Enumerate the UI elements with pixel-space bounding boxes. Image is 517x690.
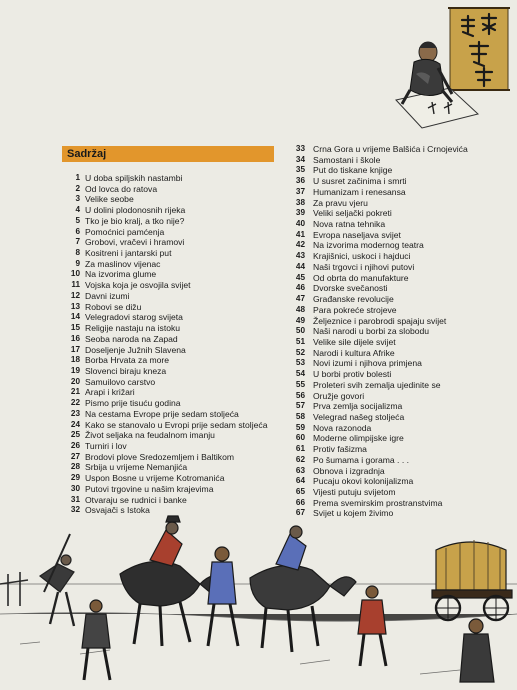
contents-heading-bar [62, 146, 274, 162]
toc-entry-title: Davni izumi [85, 290, 130, 301]
toc-entry [64, 377, 282, 388]
toc-entry-title: U susret začinima i smrti [313, 176, 407, 187]
toc-entry-title: Obnova i izgradnja [313, 465, 385, 476]
toc-entry-title: Velegrad našeg stoljeća [313, 411, 405, 422]
toc-entry-title: Religije nastaju na istoku [85, 323, 181, 334]
toc-entry-title: Brodovi plove Sredozemljem i Baltikom [85, 451, 235, 462]
toc-entry [64, 269, 282, 280]
toc-entry [64, 484, 282, 495]
toc-entry-title: Humanizam i renesansa [313, 186, 406, 197]
toc-entry-number: 42 [295, 240, 305, 250]
toc-entry-number: 1 [75, 173, 80, 182]
toc-entry [290, 273, 515, 284]
toc-entry [64, 302, 282, 313]
toc-entry-title: Put do tiskane knjige [313, 165, 393, 176]
toc-entry-title: Evropa naseljava svijet [313, 229, 401, 240]
toc-entry-title: Svijet u kojem živimo [313, 508, 394, 519]
toc-entry-number: 2 [75, 183, 80, 193]
toc-entry [64, 345, 282, 356]
toc-entry-number: 12 [70, 290, 80, 300]
toc-entry [64, 462, 282, 473]
scribe-illustration [392, 4, 514, 132]
toc-entry-title: Para pokreće strojeve [313, 304, 397, 315]
toc-entry-title: Veliki seljački pokreti [313, 208, 392, 219]
toc-entry [64, 216, 282, 227]
toc-entry [64, 334, 282, 345]
toc-entry [64, 430, 282, 441]
toc-entry-number: 31 [70, 494, 80, 504]
toc-entry-number: 62 [295, 454, 305, 464]
toc-entry-number: 26 [70, 440, 80, 450]
toc-entry-number: 18 [70, 355, 80, 365]
toc-entry-number: 21 [70, 387, 80, 397]
toc-entry-title: Samostani i škole [313, 154, 381, 165]
toc-entry-number: 38 [295, 197, 305, 207]
toc-entry [64, 473, 282, 484]
toc-entry [290, 144, 515, 155]
toc-entry-number: 8 [75, 248, 80, 258]
toc-entry-title: Na izvorima modernog teatra [313, 240, 424, 251]
toc-entry-title: Za maslinov vijenac [85, 258, 161, 269]
toc-entry-number: 16 [70, 333, 80, 343]
toc-entry-number: 4 [75, 205, 80, 215]
toc-entry [290, 316, 515, 327]
toc-entry [290, 369, 515, 380]
toc-entry [64, 398, 282, 409]
toc-entry-number: 65 [295, 487, 305, 496]
toc-entry-number: 58 [295, 411, 305, 421]
toc-entry-number: 39 [295, 208, 305, 218]
toc-entry-title: Nova razonoda [313, 422, 372, 433]
toc-entry [290, 412, 515, 423]
toc-entry-number: 63 [295, 465, 305, 475]
toc-entry-number: 46 [295, 283, 305, 293]
toc-entry-number: 6 [75, 226, 80, 236]
toc-entry [290, 262, 515, 273]
toc-entry-number: 36 [295, 176, 305, 186]
toc-entry-number: 20 [70, 376, 80, 386]
toc-entry-number: 37 [295, 186, 305, 196]
toc-entry-title: Borba Hrvata za more [85, 355, 170, 366]
toc-entry [64, 259, 282, 270]
toc-entry-title: Pomoćnici pamćenja [85, 226, 165, 237]
toc-entry-title: Uspon Bosne u vrijeme Kotromanića [85, 473, 225, 484]
toc-entry-title: Oružje govori [313, 390, 365, 401]
toc-entry-number: 61 [295, 444, 305, 454]
toc-entry-number: 52 [295, 347, 305, 357]
toc-entry [290, 208, 515, 219]
toc-entry [290, 401, 515, 412]
toc-entry-title: Slovenci biraju kneza [85, 365, 167, 376]
toc-entry-number: 59 [295, 422, 305, 432]
toc-entry [290, 348, 515, 359]
toc-entry-number: 35 [295, 165, 305, 175]
toc-entry-number: 7 [75, 237, 80, 247]
toc-entry [64, 194, 282, 205]
toc-entry-title: Crna Gora u vrijeme Balšića i Crnojevića [313, 144, 468, 154]
toc-entry-number: 47 [295, 294, 305, 304]
toc-entry [290, 391, 515, 402]
toc-entry-title: Prema svemirskim prostranstvima [313, 497, 443, 508]
toc-entry-title: Građanske revolucije [313, 294, 394, 305]
toc-entry [290, 230, 515, 241]
toc-entry-title: Velike sile dijele svijet [313, 336, 396, 347]
toc-entry-title: Po šumama i gorama . . . [313, 454, 409, 465]
toc-entry [290, 476, 515, 487]
toc-entry-title: Samuilovo carstvo [85, 376, 156, 387]
toc-entry-number: 49 [295, 315, 305, 325]
toc-entry-number: 43 [295, 251, 305, 261]
toc-entry [64, 280, 282, 291]
toc-entry-number: 27 [70, 451, 80, 461]
toc-entry-title: Prva zemlja socijalizma [313, 401, 403, 412]
toc-entry-title: Arapi i križari [85, 387, 135, 398]
toc-entry-number: 13 [70, 301, 80, 311]
toc-entry-title: Moderne olimpijske igre [313, 433, 404, 444]
toc-entry [290, 294, 515, 305]
toc-entry-title: Na cestama Evrope prije sedam stoljeća [85, 408, 239, 419]
toc-entry-number: 56 [295, 390, 305, 400]
toc-entry-title: Pucaju okovi kolonijalizma [313, 476, 414, 487]
toc-entry [290, 176, 515, 187]
toc-entry [290, 251, 515, 262]
toc-entry-title: Tko je bio kralj, a tko nije? [85, 215, 185, 226]
toc-entry [64, 366, 282, 377]
toc-entry-number: 60 [295, 433, 305, 443]
toc-entry-title: Na izvorima glume [85, 269, 157, 280]
toc-entry-number: 9 [75, 258, 80, 268]
toc-entry [64, 248, 282, 259]
toc-entry [64, 441, 282, 452]
toc-entry [290, 165, 515, 176]
toc-entry [290, 433, 515, 444]
toc-entry [290, 498, 515, 509]
toc-entry [64, 312, 282, 323]
toc-entry-title: Robovi se dižu [85, 301, 142, 312]
toc-entry [64, 409, 282, 420]
toc-entry-title: Kako se stanovalo u Evropi prije sedam stoljeća [85, 419, 268, 430]
toc-entry [290, 466, 515, 477]
toc-entry [64, 227, 282, 238]
toc-entry [64, 323, 282, 334]
toc-entry-number: 30 [70, 483, 80, 493]
toc-entry-number: 25 [70, 430, 80, 440]
toc-entry-number: 67 [295, 508, 305, 518]
toc-entry-number: 51 [295, 336, 305, 346]
toc-entry-number: 23 [70, 408, 80, 418]
toc-entry-number: 45 [295, 272, 305, 282]
toc-entry-title: Protiv fašizma [313, 444, 367, 455]
medieval-caravan-illustration [0, 514, 517, 690]
toc-entry-title: Pismo prije tisuću godina [85, 398, 181, 409]
toc-entry [290, 337, 515, 348]
toc-entry-title: Osvajači s Istoka [85, 505, 150, 516]
toc-entry [290, 358, 515, 369]
toc-entry [64, 420, 282, 431]
toc-entry [290, 444, 515, 455]
toc-entry [64, 387, 282, 398]
toc-entry-number: 17 [70, 344, 80, 354]
toc-entry-number: 14 [70, 312, 80, 322]
toc-entry-number: 28 [70, 462, 80, 472]
toc-entry-title: Seoba naroda na Zapad [85, 333, 178, 344]
toc-entry [290, 198, 515, 209]
toc-entry [290, 380, 515, 391]
toc-entry-title: Proleteri svih zemalja ujedinite se [313, 379, 441, 390]
toc-entry-title: Nova ratna tehnika [313, 219, 386, 230]
toc-entry-title: U borbi protiv bolesti [313, 369, 392, 380]
toc-entry [290, 455, 515, 466]
toc-entry-number: 40 [295, 219, 305, 229]
toc-entry-title: Srbija u vrijeme Nemanjića [85, 462, 188, 473]
toc-entry-number: 5 [75, 215, 80, 225]
toc-entry-number: 53 [295, 358, 305, 368]
toc-entry-number: 44 [295, 261, 305, 271]
toc-entry-number: 29 [70, 473, 80, 483]
toc-entry-number: 24 [70, 419, 80, 429]
toc-entry [64, 291, 282, 302]
toc-entry [290, 305, 515, 316]
toc-entry-number: 64 [295, 476, 305, 486]
toc-entry [290, 155, 515, 166]
toc-entry-title: U dolini plodonosnih rijeka [85, 205, 186, 216]
toc-entry [64, 237, 282, 248]
toc-entry-title: Putovi trgovine u našim krajevima [85, 483, 214, 494]
toc-entry [290, 487, 515, 498]
toc-entry [64, 173, 282, 184]
toc-entry-number: 48 [295, 304, 305, 314]
toc-entry-number: 3 [75, 194, 80, 204]
toc-entry-title: Vijesti putuju svijetom [313, 487, 396, 497]
toc-entry [290, 423, 515, 434]
toc-entry-title: Naši trgovci i njihovi putovi [313, 261, 415, 272]
toc-entry-title: Novi izumi i njihova primjena [313, 358, 422, 369]
toc-entry-title: Naši narodi u borbi za slobodu [313, 326, 430, 337]
toc-entry-number: 19 [70, 365, 80, 375]
toc-entry [64, 355, 282, 366]
toc-entry-number: 15 [70, 323, 80, 333]
toc-entry [290, 240, 515, 251]
toc-entry-title: Turniri i lov [85, 440, 127, 451]
toc-entry-title: Za pravu vjeru [313, 197, 368, 208]
toc-entry-number: 10 [70, 269, 80, 279]
toc-entry [290, 283, 515, 294]
toc-entry [64, 205, 282, 216]
toc-entry [64, 495, 282, 506]
toc-entry-title: Krajišnici, uskoci i hajduci [313, 251, 411, 262]
toc-right-column [290, 144, 515, 519]
toc-entry-number: 34 [295, 154, 305, 164]
toc-entry [64, 184, 282, 195]
toc-entry-title: Doseljenje Južnih Slavena [85, 344, 186, 355]
toc-entry-number: 55 [295, 379, 305, 389]
toc-entry [290, 187, 515, 198]
toc-entry-number: 33 [295, 144, 305, 153]
toc-entry-number: 22 [70, 398, 80, 408]
toc-entry-title: Kositreni i jantarski put [85, 248, 172, 259]
contents-title: Sadržaj [67, 148, 107, 160]
toc-entry-number: 50 [295, 326, 305, 336]
toc-entry-number: 32 [70, 505, 80, 515]
toc-entry-title: Otvaraju se rudnici i banke [85, 494, 187, 505]
toc-entry [290, 326, 515, 337]
toc-entry-title: Velike seobe [85, 194, 134, 205]
toc-entry [290, 219, 515, 230]
toc-entry-number: 54 [295, 369, 305, 379]
toc-entry [64, 452, 282, 463]
toc-entry-title: Dvorske svečanosti [313, 283, 388, 294]
toc-entry-title: Od obrta do manufakture [313, 272, 409, 283]
toc-entry-number: 11 [71, 280, 80, 290]
toc-entry-title: Od lovca do ratova [85, 183, 158, 194]
toc-entry-title: Velegradovi starog svijeta [85, 312, 183, 323]
toc-entry-title: Vojska koja je osvojila svijet [85, 280, 191, 291]
toc-entry-number: 66 [295, 497, 305, 507]
toc-entry-title: Grobovi, vračevi i hramovi [85, 237, 185, 248]
toc-left-column [64, 173, 282, 516]
toc-entry-title: U doba spiljskih nastambi [85, 173, 183, 183]
toc-entry-title: Željeznice i parobrodi spajaju svijet [313, 315, 447, 326]
toc-entry-number: 57 [295, 401, 305, 411]
toc-entry-title: Narodi i kultura Afrike [313, 347, 395, 358]
toc-entry-number: 41 [295, 229, 305, 239]
toc-entry-title: Život seljaka na feudalnom imanju [85, 430, 215, 441]
